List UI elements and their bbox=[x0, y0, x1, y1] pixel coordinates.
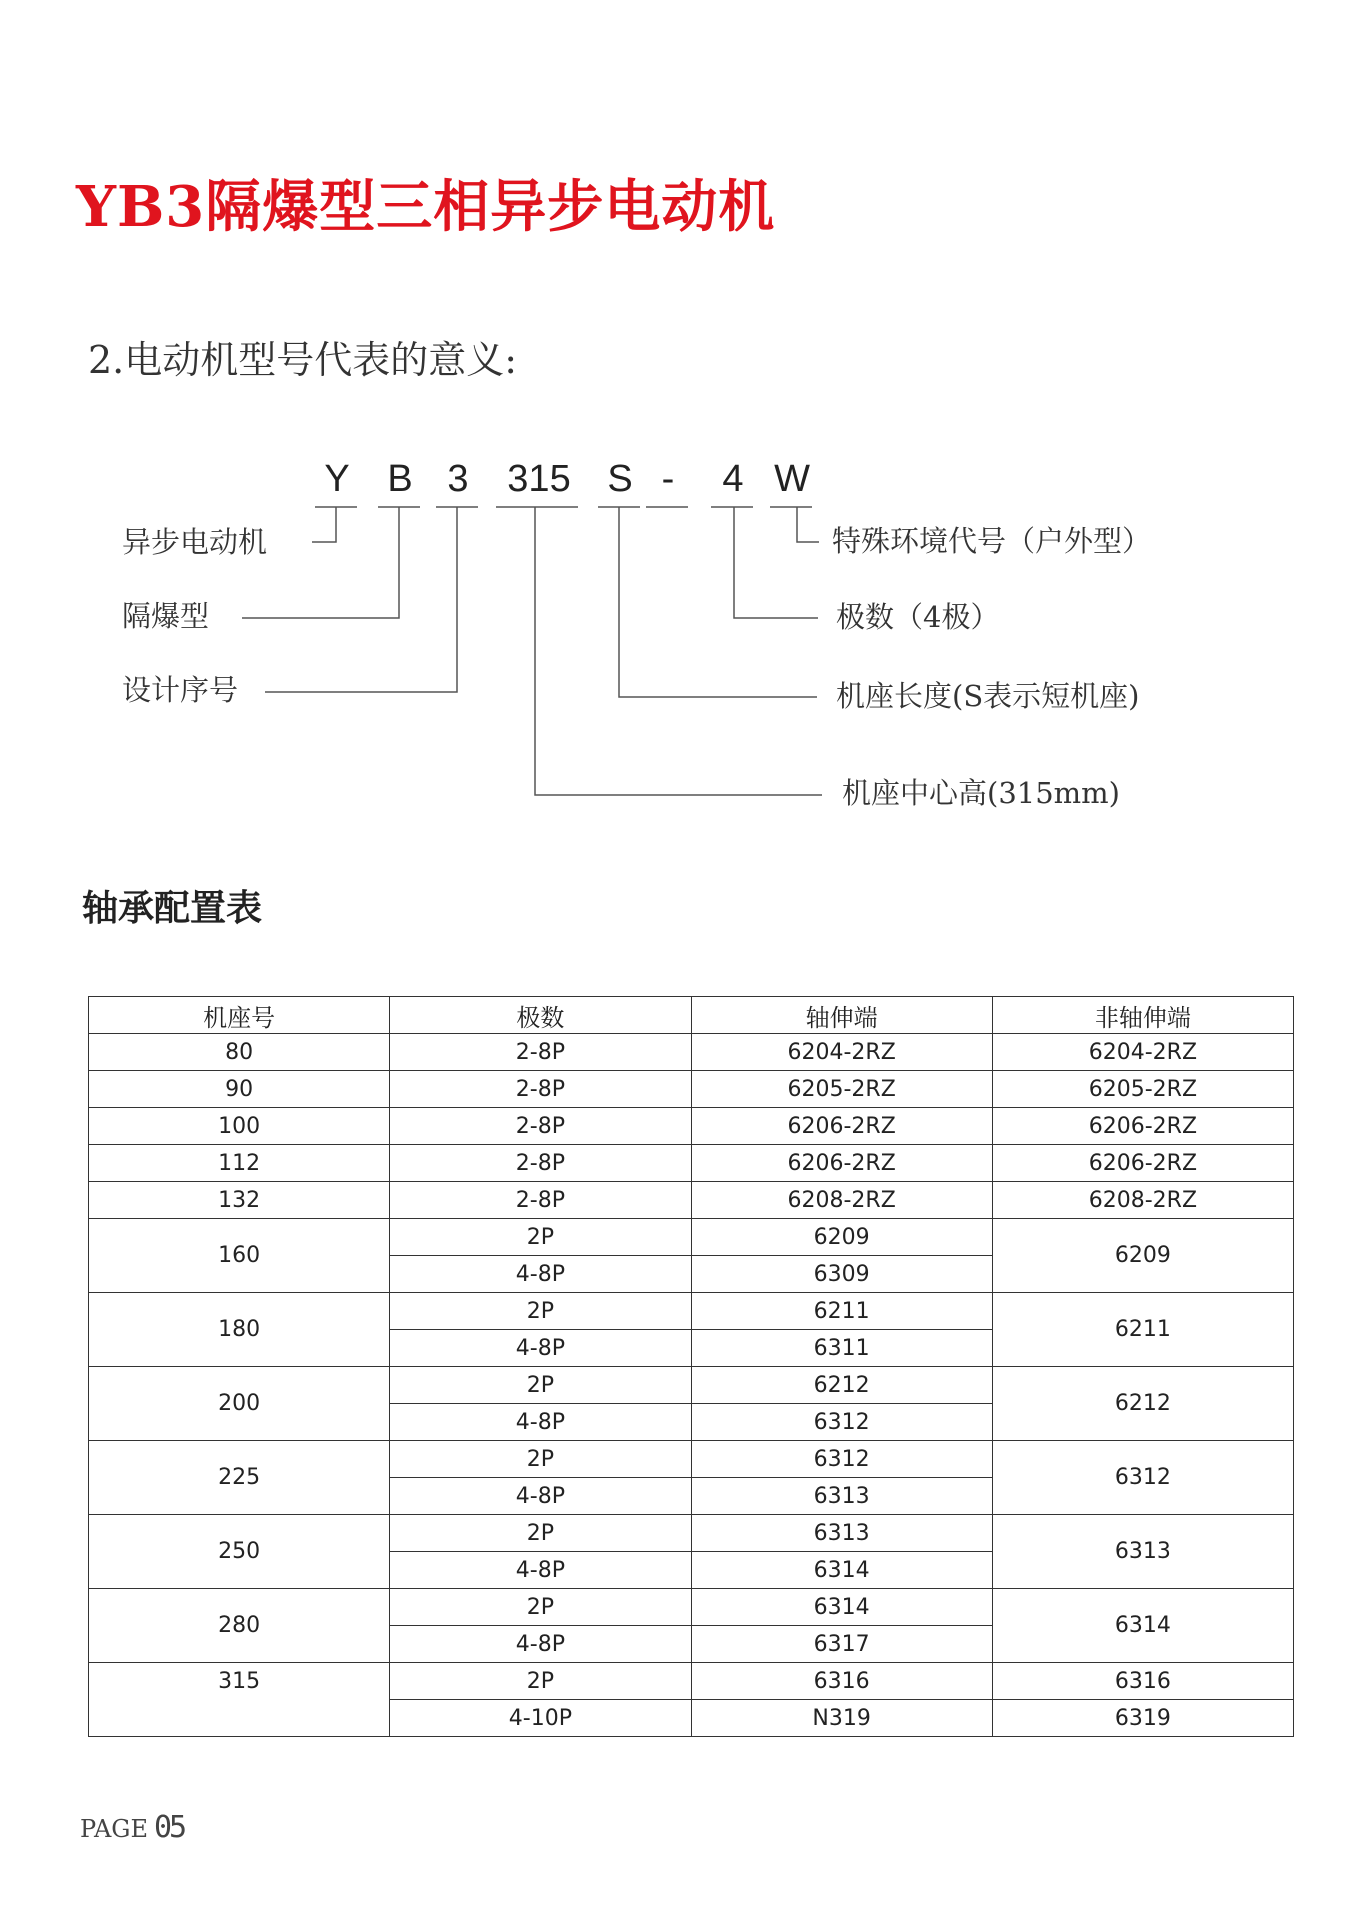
cell-non-drive-end: 6211 bbox=[992, 1293, 1293, 1367]
cell-frame: 280 bbox=[89, 1589, 390, 1663]
cell-drive-end: 6309 bbox=[691, 1256, 992, 1293]
cell-drive-end: 6211 bbox=[691, 1293, 992, 1330]
header-frame: 机座号 bbox=[89, 997, 390, 1034]
cell-drive-end: 6206-2RZ bbox=[691, 1145, 992, 1182]
cell-drive-end: N319 bbox=[691, 1700, 992, 1737]
cell-drive-end: 6314 bbox=[691, 1552, 992, 1589]
cell-poles: 2-8P bbox=[390, 1071, 691, 1108]
cell-poles: 4-10P bbox=[390, 1700, 691, 1737]
label-async-motor: 异步电动机 bbox=[122, 525, 268, 559]
cell-poles: 2P bbox=[390, 1515, 691, 1552]
cell-drive-end: 6313 bbox=[691, 1515, 992, 1552]
code-part-b: B bbox=[387, 458, 413, 500]
header-non-drive-end: 非轴伸端 bbox=[992, 997, 1293, 1034]
bearing-table-heading: 轴承配置表 bbox=[82, 888, 263, 929]
connector-3 bbox=[265, 507, 457, 692]
table-row bbox=[89, 1219, 1294, 1256]
table-row bbox=[89, 1441, 1294, 1478]
label-explosion-proof: 隔爆型 bbox=[122, 599, 210, 633]
label-design-serial: 设计序号 bbox=[122, 673, 239, 707]
cell-frame: 100 bbox=[89, 1108, 390, 1145]
code-part-315: 315 bbox=[507, 458, 571, 500]
cell-drive-end: 6314 bbox=[691, 1589, 992, 1626]
cell-frame: 315 bbox=[89, 1663, 390, 1737]
label-center-height: 机座中心高(315mm) bbox=[842, 776, 1120, 810]
cell-poles: 2P bbox=[390, 1441, 691, 1478]
cell-poles: 4-8P bbox=[390, 1404, 691, 1441]
cell-drive-end: 6316 bbox=[691, 1663, 992, 1700]
connector-s bbox=[619, 507, 817, 697]
table-row bbox=[89, 1108, 1294, 1145]
code-part-4: 4 bbox=[722, 458, 744, 500]
code-part-dash: - bbox=[661, 458, 675, 500]
cell-poles: 4-8P bbox=[390, 1626, 691, 1663]
cell-poles: 2P bbox=[390, 1589, 691, 1626]
cell-frame: 180 bbox=[89, 1293, 390, 1367]
connector-y bbox=[312, 507, 336, 542]
cell-non-drive-end: 6206-2RZ bbox=[992, 1108, 1293, 1145]
cell-non-drive-end: 6206-2RZ bbox=[992, 1145, 1293, 1182]
cell-frame: 112 bbox=[89, 1145, 390, 1182]
cell-drive-end: 6208-2RZ bbox=[691, 1182, 992, 1219]
code-part-w: W bbox=[774, 458, 810, 500]
cell-non-drive-end: 6312 bbox=[992, 1441, 1293, 1515]
table-row bbox=[89, 1367, 1294, 1404]
footer-page-number: 05 bbox=[153, 1810, 185, 1845]
cell-drive-end: 6312 bbox=[691, 1404, 992, 1441]
model-meaning-heading: 2.电动机型号代表的意义: bbox=[88, 338, 518, 382]
cell-non-drive-end: 6209 bbox=[992, 1219, 1293, 1293]
table-row bbox=[89, 1589, 1294, 1626]
cell-drive-end: 6311 bbox=[691, 1330, 992, 1367]
table-row bbox=[89, 1071, 1294, 1108]
code-part-y: Y bbox=[324, 458, 350, 500]
cell-frame: 132 bbox=[89, 1182, 390, 1219]
connector-w bbox=[797, 507, 819, 542]
label-poles: 极数（4极） bbox=[836, 600, 1000, 634]
table-row bbox=[89, 1663, 1294, 1700]
cell-drive-end: 6205-2RZ bbox=[691, 1071, 992, 1108]
page-footer bbox=[80, 1808, 184, 1849]
cell-drive-end: 6206-2RZ bbox=[691, 1108, 992, 1145]
cell-drive-end: 6313 bbox=[691, 1478, 992, 1515]
table-header-row bbox=[89, 997, 1294, 1034]
cell-drive-end: 6317 bbox=[691, 1626, 992, 1663]
cell-poles: 4-8P bbox=[390, 1552, 691, 1589]
footer-page-label: PAGE bbox=[80, 1815, 148, 1843]
cell-poles: 2P bbox=[390, 1293, 691, 1330]
table-row bbox=[89, 1182, 1294, 1219]
cell-frame: 90 bbox=[89, 1071, 390, 1108]
cell-non-drive-end: 6205-2RZ bbox=[992, 1071, 1293, 1108]
cell-poles: 2-8P bbox=[390, 1182, 691, 1219]
cell-poles: 2-8P bbox=[390, 1145, 691, 1182]
cell-frame: 225 bbox=[89, 1441, 390, 1515]
header-poles: 极数 bbox=[390, 997, 691, 1034]
cell-frame: 80 bbox=[89, 1034, 390, 1071]
label-frame-length: 机座长度(S表示短机座) bbox=[836, 679, 1140, 713]
cell-frame: 250 bbox=[89, 1515, 390, 1589]
cell-non-drive-end: 6204-2RZ bbox=[992, 1034, 1293, 1071]
cell-non-drive-end: 6208-2RZ bbox=[992, 1182, 1293, 1219]
cell-non-drive-end: 6313 bbox=[992, 1515, 1293, 1589]
cell-poles: 2P bbox=[390, 1663, 691, 1700]
table-row bbox=[89, 1034, 1294, 1071]
cell-poles: 4-8P bbox=[390, 1478, 691, 1515]
code-part-s: S bbox=[607, 458, 633, 500]
cell-drive-end: 6312 bbox=[691, 1441, 992, 1478]
page-title: YB3隔爆型三相异步电动机 bbox=[76, 174, 776, 240]
cell-non-drive-end: 6316 bbox=[992, 1663, 1293, 1700]
cell-frame: 200 bbox=[89, 1367, 390, 1441]
table-row bbox=[89, 1145, 1294, 1182]
model-code-diagram bbox=[0, 0, 1357, 860]
table-row bbox=[89, 1515, 1294, 1552]
cell-drive-end: 6204-2RZ bbox=[691, 1034, 992, 1071]
cell-non-drive-end: 6314 bbox=[992, 1589, 1293, 1663]
cell-drive-end: 6209 bbox=[691, 1219, 992, 1256]
header-drive-end: 轴伸端 bbox=[691, 997, 992, 1034]
cell-poles: 2P bbox=[390, 1367, 691, 1404]
label-special-env: 特殊环境代号（户外型） bbox=[832, 524, 1152, 558]
cell-poles: 2-8P bbox=[390, 1034, 691, 1071]
cell-poles: 4-8P bbox=[390, 1256, 691, 1293]
cell-non-drive-end: 6319 bbox=[992, 1700, 1293, 1737]
cell-poles: 2-8P bbox=[390, 1108, 691, 1145]
cell-non-drive-end: 6212 bbox=[992, 1367, 1293, 1441]
bearing-config-table bbox=[88, 996, 1294, 1737]
cell-poles: 2P bbox=[390, 1219, 691, 1256]
cell-poles: 4-8P bbox=[390, 1330, 691, 1367]
cell-frame: 160 bbox=[89, 1219, 390, 1293]
connector-4 bbox=[734, 507, 818, 618]
table-row bbox=[89, 1293, 1294, 1330]
code-part-3: 3 bbox=[447, 458, 469, 500]
cell-drive-end: 6212 bbox=[691, 1367, 992, 1404]
connector-315 bbox=[535, 507, 822, 795]
